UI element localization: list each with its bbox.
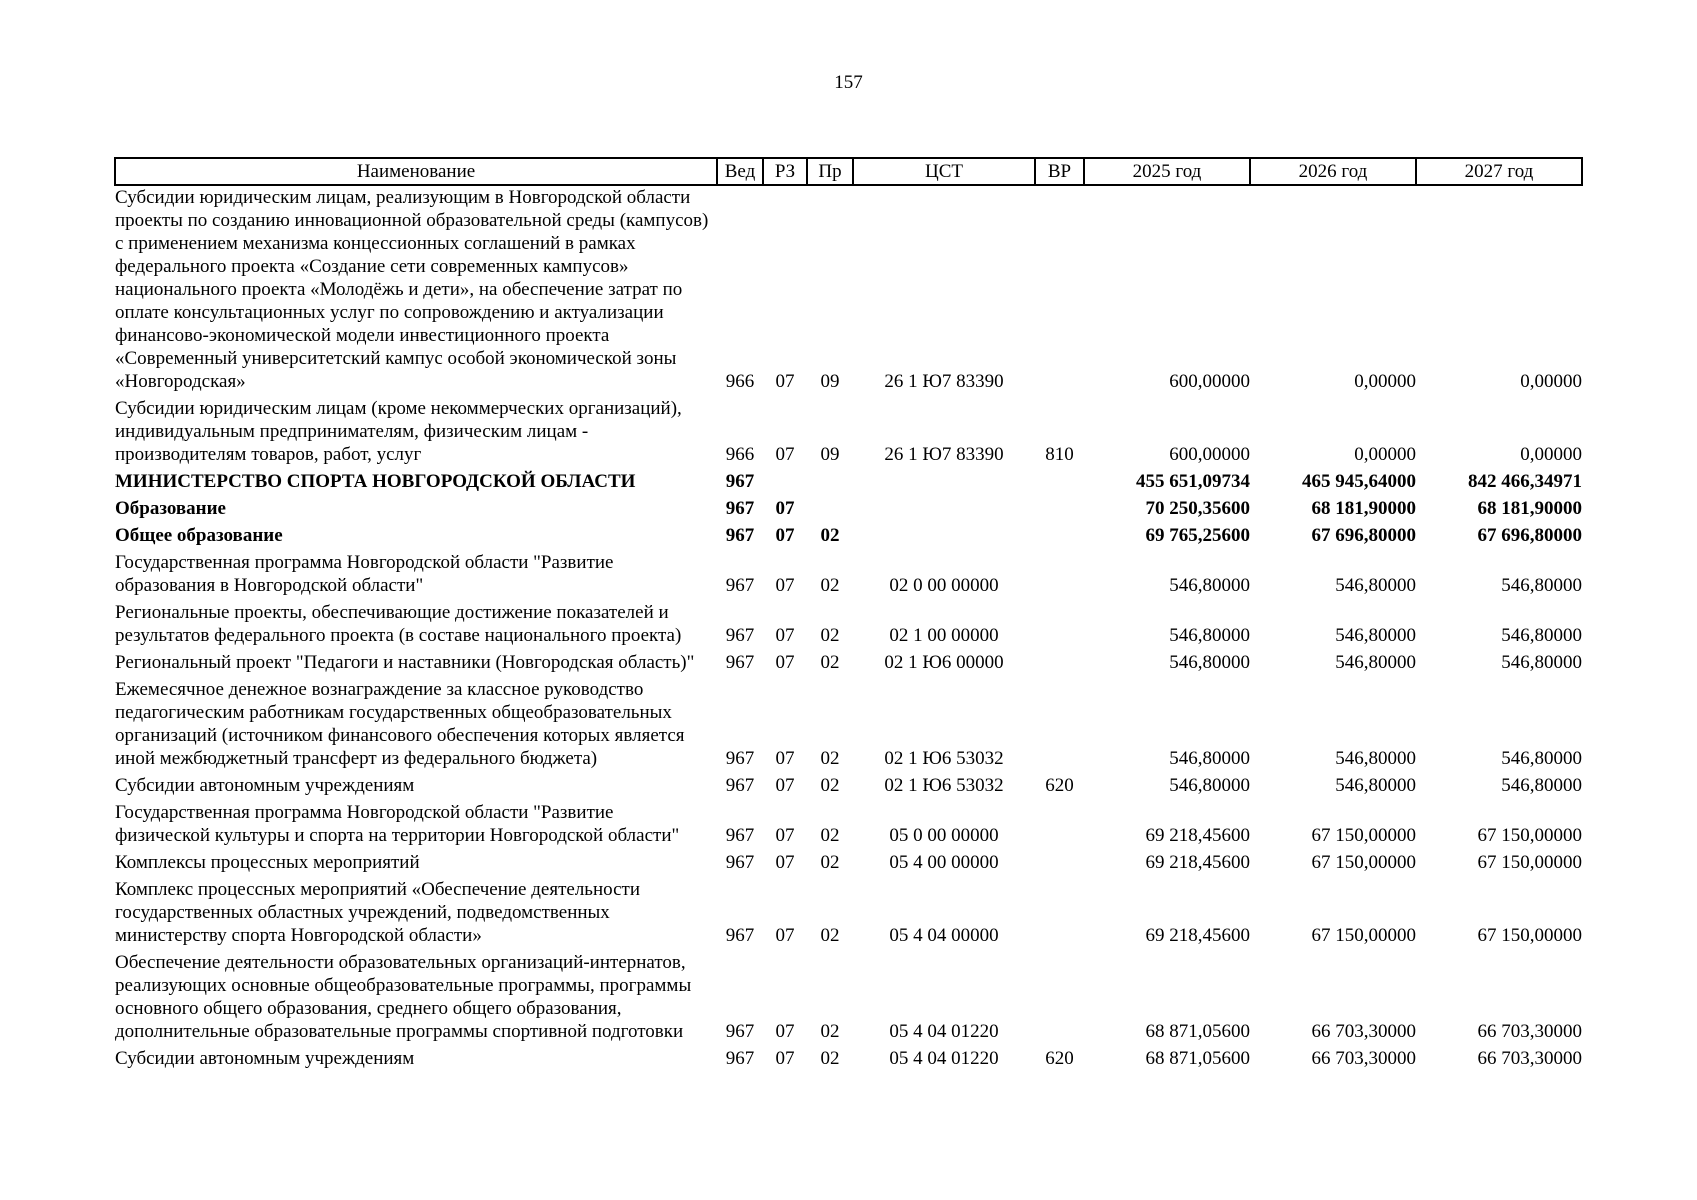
row-amount-2025: 546,80000 [1169,575,1250,596]
table-row [115,397,1582,470]
row-amount-2025: 546,80000 [1169,775,1250,796]
row-rz [763,470,807,497]
row-vr [1035,878,1084,951]
header-2027: 2027 год [1416,158,1582,185]
row-vr [1035,801,1084,851]
row-amount-2025: 69 218,45600 [1145,825,1250,846]
row-pr: 02 [820,925,840,946]
row-pr: 02 [820,625,840,646]
row-amount-2026: 546,80000 [1335,575,1416,596]
table-row [115,524,1582,551]
row-rz: 07 [775,825,795,846]
row-rz: 07 [775,852,795,873]
row-cst: 02 1 00 00000 [889,625,999,646]
row-ved: 966 [725,444,755,465]
row-rz: 07 [775,575,795,596]
row-ved: 967 [725,748,755,769]
row-pr: 02 [820,1048,840,1069]
table-body [115,185,1582,1074]
row-pr: 02 [820,852,840,873]
row-vr [1035,524,1084,551]
row-cst: 02 0 00 00000 [889,575,999,596]
table-row [115,678,1582,774]
row-amount-2026: 546,80000 [1335,748,1416,769]
row-name: Государственная программа Новгородской области "Развитие физической культуры и спорта на территории Новгородской области" [115,802,680,846]
row-ved: 967 [725,471,755,492]
row-rz: 07 [775,652,795,673]
row-amount-2025: 546,80000 [1169,748,1250,769]
row-rz: 07 [775,371,795,392]
row-cst: 26 1 Ю7 83390 [884,444,1004,465]
row-pr: 02 [820,748,840,769]
header-2025: 2025 год [1084,158,1250,185]
row-ved: 967 [725,498,755,519]
table-row [115,801,1582,851]
row-amount-2026: 66 703,30000 [1311,1021,1416,1042]
row-pr: 02 [820,575,840,596]
row-pr: 02 [820,825,840,846]
row-amount-2026: 0,00000 [1354,444,1416,465]
row-amount-2026: 68 181,90000 [1311,498,1416,519]
row-amount-2026: 67 150,00000 [1311,925,1416,946]
row-amount-2025: 70 250,35600 [1145,498,1250,519]
row-ved: 967 [725,575,755,596]
header-cst: ЦСТ [853,158,1035,185]
row-amount-2027: 66 703,30000 [1477,1021,1582,1042]
row-amount-2025: 546,80000 [1169,652,1250,673]
row-cst: 05 0 00 00000 [889,825,999,846]
row-name: Образование [115,498,226,519]
table-row [115,651,1582,678]
row-ved: 967 [725,1021,755,1042]
header-rz: РЗ [763,158,807,185]
row-name: Региональные проекты, обеспечивающие достижение показателей и результатов федерального проекта (в составе национального проекта) [115,602,682,646]
row-cst: 05 4 04 01220 [889,1048,999,1069]
row-amount-2025: 69 218,45600 [1145,852,1250,873]
row-pr [807,497,853,524]
header-name: Наименование [115,158,717,185]
row-amount-2025: 600,00000 [1169,444,1250,465]
row-ved: 967 [725,775,755,796]
row-amount-2027: 0,00000 [1520,371,1582,392]
row-rz: 07 [775,775,795,796]
row-vr: 620 [1045,775,1074,796]
row-amount-2027: 546,80000 [1501,652,1582,673]
header-2026: 2026 год [1250,158,1416,185]
row-amount-2026: 67 696,80000 [1311,525,1416,546]
row-amount-2025: 600,00000 [1169,371,1250,392]
row-name: Общее образование [115,525,283,546]
row-ved: 967 [725,652,755,673]
table-header [115,158,1582,185]
row-vr [1035,470,1084,497]
row-pr: 02 [820,525,840,546]
header-row [115,158,1582,185]
row-cst: 26 1 Ю7 83390 [884,371,1004,392]
row-cst [853,524,1035,551]
row-rz: 07 [775,1048,795,1069]
row-amount-2027: 68 181,90000 [1477,498,1582,519]
row-cst: 02 1 Ю6 00000 [884,652,1004,673]
table-row [115,551,1582,601]
row-pr: 09 [820,444,840,465]
table-row [115,470,1582,497]
row-amount-2026: 67 150,00000 [1311,825,1416,846]
row-vr [1035,185,1084,397]
row-name: Ежемесячное денежное вознаграждение за классное руководство педагогическим работникам государственных общеобразовательных организаций (источником финансового обеспечения которых является иной межбюджетный трансферт из федерального бюджета) [115,679,685,769]
row-vr [1035,551,1084,601]
row-vr [1035,497,1084,524]
row-rz: 07 [775,625,795,646]
row-vr [1035,651,1084,678]
row-cst [853,497,1035,524]
header-pr: Пр [807,158,853,185]
row-amount-2025: 68 871,05600 [1145,1048,1250,1069]
row-amount-2025: 455 651,09734 [1136,471,1250,492]
row-name: Государственная программа Новгородской области "Развитие образования в Новгородской области" [115,552,614,596]
table-row [115,185,1582,397]
table-row [115,1047,1582,1074]
row-name: Обеспечение деятельности образовательных организаций-интернатов, реализующих основные общеобразовательные программы, программы основного общего образования, среднего общего образования, дополнительные образовательные программы спортивной подготовки [115,952,692,1042]
row-amount-2026: 546,80000 [1335,775,1416,796]
row-name: МИНИСТЕРСТВО СПОРТА НОВГОРОДСКОЙ ОБЛАСТИ [115,471,636,492]
row-ved: 967 [725,825,755,846]
row-pr: 02 [820,652,840,673]
row-vr [1035,601,1084,651]
row-name: Комплексы процессных мероприятий [115,852,420,873]
row-ved: 967 [725,625,755,646]
row-amount-2026: 546,80000 [1335,625,1416,646]
table-row [115,951,1582,1047]
header-ved: Вед [717,158,763,185]
row-ved: 967 [725,525,755,546]
row-vr: 810 [1045,444,1074,465]
row-rz: 07 [775,925,795,946]
row-cst: 02 1 Ю6 53032 [884,775,1004,796]
row-amount-2027: 546,80000 [1501,775,1582,796]
table-row [115,878,1582,951]
row-name: Субсидии юридическим лицам, реализующим в Новгородской области проекты по созданию инновационной образовательной среды (кампусов) с применением механизма концессионных соглашений в рамках федерального проекта «Создание сети современных кампусов» национального проекта «Молодёжь и дети», на обеспечение затрат по оплате консультационных услуг по сопровождению и актуализации финансово-экономической модели инвестиционного проекта «Современный университетский кампус особой экономической зоны «Новгородская» [115,187,709,392]
row-amount-2025: 69 218,45600 [1145,925,1250,946]
row-rz: 07 [775,498,795,519]
table-row [115,601,1582,651]
table-row [115,497,1582,524]
row-amount-2026: 67 150,00000 [1311,852,1416,873]
row-cst [853,470,1035,497]
row-amount-2027: 67 696,80000 [1477,525,1582,546]
row-amount-2026: 546,80000 [1335,652,1416,673]
row-pr: 02 [820,775,840,796]
row-amount-2025: 546,80000 [1169,625,1250,646]
row-name: Субсидии автономным учреждениям [115,775,415,796]
row-amount-2027: 67 150,00000 [1477,852,1582,873]
row-vr [1035,678,1084,774]
row-amount-2027: 67 150,00000 [1477,925,1582,946]
row-pr [807,470,853,497]
row-amount-2025: 69 765,25600 [1145,525,1250,546]
row-amount-2027: 66 703,30000 [1477,1048,1582,1069]
row-ved: 967 [725,925,755,946]
budget-table [114,157,1583,1074]
row-rz: 07 [775,444,795,465]
table-row [115,774,1582,801]
row-rz: 07 [775,525,795,546]
row-cst: 02 1 Ю6 53032 [884,748,1004,769]
row-name: Региональный проект "Педагоги и наставники (Новгородская область)" [115,652,695,673]
row-amount-2027: 546,80000 [1501,575,1582,596]
row-amount-2027: 546,80000 [1501,748,1582,769]
row-ved: 967 [725,1048,755,1069]
row-amount-2025: 68 871,05600 [1145,1021,1250,1042]
row-cst: 05 4 04 01220 [889,1021,999,1042]
row-amount-2027: 0,00000 [1520,444,1582,465]
row-vr [1035,951,1084,1047]
row-pr: 02 [820,1021,840,1042]
row-amount-2027: 842 466,34971 [1468,471,1582,492]
row-pr: 09 [820,371,840,392]
row-vr: 620 [1045,1048,1074,1069]
row-amount-2027: 546,80000 [1501,625,1582,646]
row-name: Субсидии автономным учреждениям [115,1048,415,1069]
page-number: 157 [834,72,863,93]
row-rz: 07 [775,1021,795,1042]
row-amount-2027: 67 150,00000 [1477,825,1582,846]
row-cst: 05 4 00 00000 [889,852,999,873]
row-amount-2026: 465 945,64000 [1302,471,1416,492]
row-amount-2026: 0,00000 [1354,371,1416,392]
header-vr: ВР [1035,158,1084,185]
row-ved: 967 [725,852,755,873]
row-vr [1035,851,1084,878]
row-amount-2026: 66 703,30000 [1311,1048,1416,1069]
table-row [115,851,1582,878]
row-rz: 07 [775,748,795,769]
row-cst: 05 4 04 00000 [889,925,999,946]
row-name: Субсидии юридическим лицам (кроме некоммерческих организаций), индивидуальным предпринимателям, физическим лицам - производителям товаров, работ, услуг [115,398,682,465]
row-name: Комплекс процессных мероприятий «Обеспечение деятельности государственных областных учреждений, подведомственных министерству спорта Новгородской области» [115,879,641,946]
row-ved: 966 [725,371,755,392]
